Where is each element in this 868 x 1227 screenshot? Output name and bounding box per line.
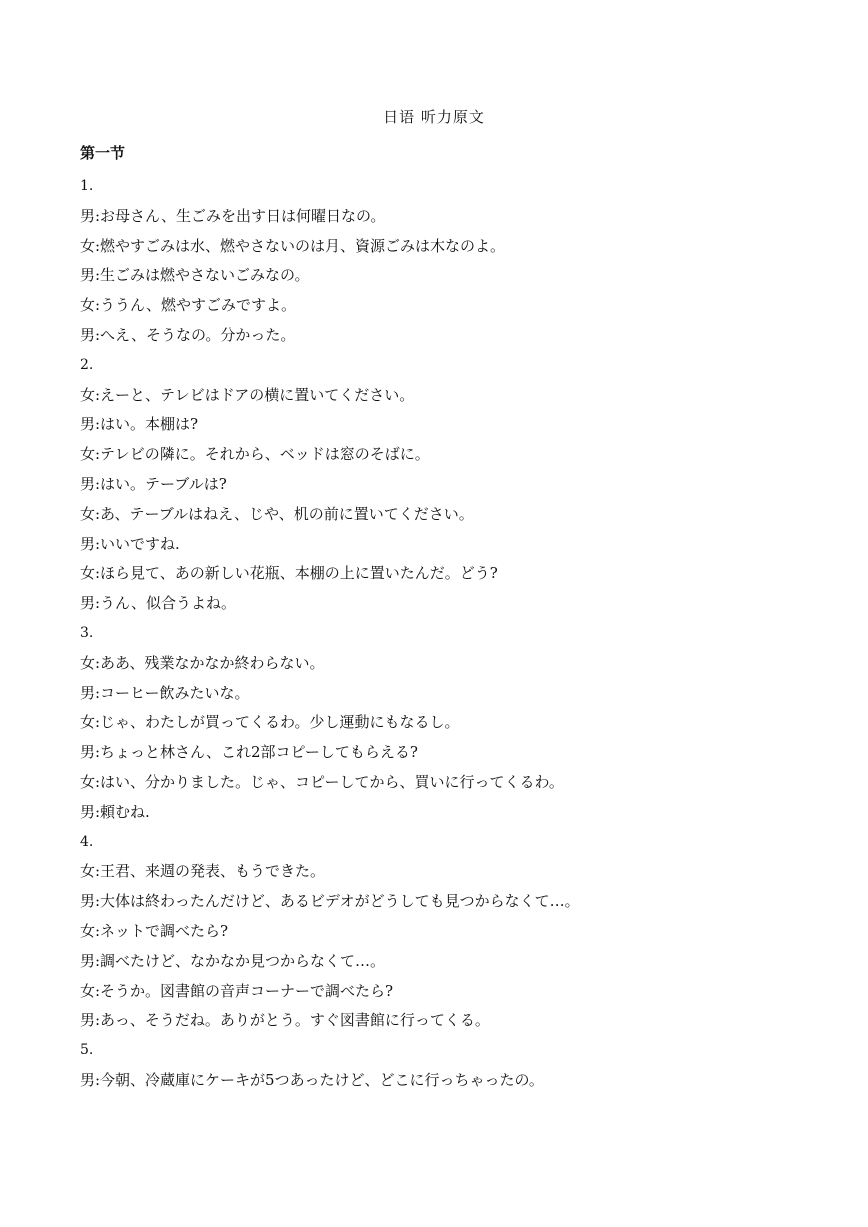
section-heading: 第一节 [80,144,126,162]
transcript-body [80,172,800,1096]
dialog-line: 男:コーヒー飲みたいな。 [80,683,250,702]
dialog-line: 女:えーと、テレビはドアの横に置いてください。 [80,385,415,404]
dialog-line: 男:はい。本棚は? [80,415,199,434]
dialog-line: 女:ほら見て、あの新しい花瓶、本棚の上に置いたんだ。どう? [80,564,498,583]
question-number: 5. [80,1042,94,1059]
dialog-line: 男:お母さん、生ごみを出す日は何曜日なの。 [80,206,386,225]
dialog-line: 男:頼むね. [80,802,150,821]
dialog-line: 男:はい。テーブルは? [80,474,227,493]
dialog-line: 女:燃やすごみは水、燃やさないのは月、資源ごみは木なのよ。 [80,236,506,255]
dialog-line: 男:へえ、そうなの。分かった。 [80,325,296,344]
dialog-line: 男:いいですね. [80,534,180,553]
document-title: 日语 听力原文 [383,108,485,126]
dialog-line: 女:王君、来週の発表、もうできた。 [80,862,326,881]
dialog-line: 女:そうか。図書館の音声コーナーで調べたら? [80,981,394,1000]
dialog-line: 男:うん、似合うよね。 [80,594,236,613]
dialog-line: 女:あ、テーブルはねえ、じや、机の前に置いてください。 [80,504,474,523]
dialog-line: 女:ああ、残業なかなか終わらない。 [80,653,325,672]
question-number: 2. [80,356,94,373]
dialog-line: 男:ちょっと林さん、これ2部コピーしてもらえる? [80,743,418,762]
dialog-line: 男:調べたけど、なかなか見つからなくて…。 [80,951,386,970]
question-number: 1. [80,178,94,194]
dialog-line: 女:テレビの隣に。それから、ベッドは窓のそばに。 [80,445,430,464]
question-number: 3. [80,624,94,641]
dialog-line: 女:ネットで調べたら? [80,921,229,940]
dialog-line: 男:生ごみは燃やさないごみなの。 [80,266,310,285]
dialog-line: 男:あっ、そうだね。ありがとう。すぐ図書館に行ってくる。 [80,1011,490,1030]
dialog-line: 男:今朝、冷蔵庫にケーキが5つあったけど、どこに行っちゃったの。 [80,1070,544,1089]
dialog-line: 女:はい、分かりました。じゃ、コピーしてから、買いに行ってくるわ。 [80,772,564,791]
dialog-line: 男:大体は終わったんだけど、あるビデオがどうしても見つからなくて…。 [80,892,580,911]
dialog-line: 女:ううん、燃やすごみですよ。 [80,296,296,315]
dialog-line: 女:じゃ、わたしが買ってくるわ。少し運動にもなるし。 [80,713,460,732]
question-number: 4. [80,833,94,850]
